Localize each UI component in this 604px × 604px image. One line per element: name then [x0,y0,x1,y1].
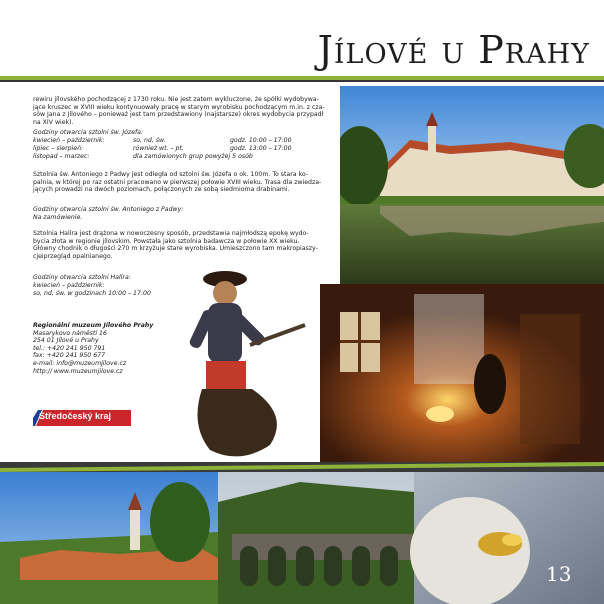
intro-line: sów Jana z Jílového – ponieważ jest tam przedstawiony (najstarsze) okres wydobycia przypadł na XIV wiek). [33,111,324,126]
hours-halira-heading: Godziny otwarcia sztolni Halíra: [33,274,131,281]
bottom-photo-strip [0,462,604,604]
antonin-line: palnia, w której po raz ostatni pracowano w pierwszej połowie XVIII wieku. Trasa dla zwiedza- [33,178,322,186]
miner-statue [180,265,310,465]
hours-halira-period: kwiecień – październik: [33,282,105,289]
halira-line: Sztolnia Halíra jest drążona w nowoczesny sposób, przedstawia najmłodszą epokę wydo- [33,230,309,237]
contact-address1: Masarykovo náměstí 16 [33,329,107,337]
contact-name: Regionální muzeum Jílového Prahy [33,322,154,329]
contact-address2: 254 01 Jílové u Prahy [33,337,99,345]
halira-paragraph [33,230,333,260]
antonin-line: Sztolnia św. Antoniego z Padwy jest odległa od sztolni św. Józefa o ok. 100m. To stara ko- [33,171,309,178]
hours-jozef-days: dla zamówionych grup powyżej 5 osób [133,153,253,160]
antonin-paragraph [33,171,333,194]
halira-line: bycia złota w regionie jílovskim. Powstała jako sztolnia badawcza w połowie XX wieku. [33,237,300,245]
page-number: 13 [546,562,572,586]
halira-line: cjeiprzegląd opalnianego. [33,252,113,260]
header-rule-black [0,80,604,82]
hours-jozef-time: godz. 10:00 – 17:00 [230,137,292,144]
contact-fax: fax: +420 241 950 677 [33,352,106,360]
contact-block [33,322,153,375]
halira-line: Główny chodnik o długości 270 m krzyżuje stare wyrobiska. Umieszczono tam makropiaszy- [33,245,318,253]
hours-jozef-days: również wt. – pt. [133,145,184,152]
intro-line: jące kruszec w XVIII wieku kontynuowały pracę w starym wyrobisku pochodzącym m.in. z cza- [33,103,325,111]
contact-web[interactable]: http:// www.muzeumjilove.cz [33,367,123,375]
hours-antonin-value: Na zamówienie. [33,214,83,221]
hours-jozef-period: kwiecień – październik: [33,137,105,144]
intro-line: rewiru jílovského pochodzącej z 1730 roku. Nie jest zatem wykluczone, że spółki wydobywa- [33,96,319,103]
hours-jozef-period: listopad – marzec: [33,153,90,160]
hours-jozef-days: so, nd, św. [133,137,166,144]
contact-tel: tel.: +420 241 950 791 [33,344,106,352]
page-title: Jílové u Prahy [317,28,590,72]
intro-paragraph [33,96,333,126]
region-badge-label: Středočeský kraj [39,411,112,421]
antonin-line: jących prowadzi na dwóch poziomach, połączonych ze sobą siedmioma drabinami. [33,186,290,194]
forge-photo [320,284,604,462]
hours-jozef-time: godz. 13:00 – 17:00 [230,145,292,152]
hours-jozef-period: lipiec – sierpień: [33,145,84,152]
contact-email[interactable]: e-mail: info@muzeumjilove.cz [33,359,127,367]
hours-halira-value: so, nd, św. w godzinach 10:00 – 17:00 [33,290,151,297]
hours-jozef-heading: Godziny otwarcia sztolni św. Józefa: [33,129,144,136]
hours-antonin-heading: Godziny otwarcia sztolni św. Antoniego z Padwy: [33,206,184,213]
chateau-photo [340,86,604,284]
